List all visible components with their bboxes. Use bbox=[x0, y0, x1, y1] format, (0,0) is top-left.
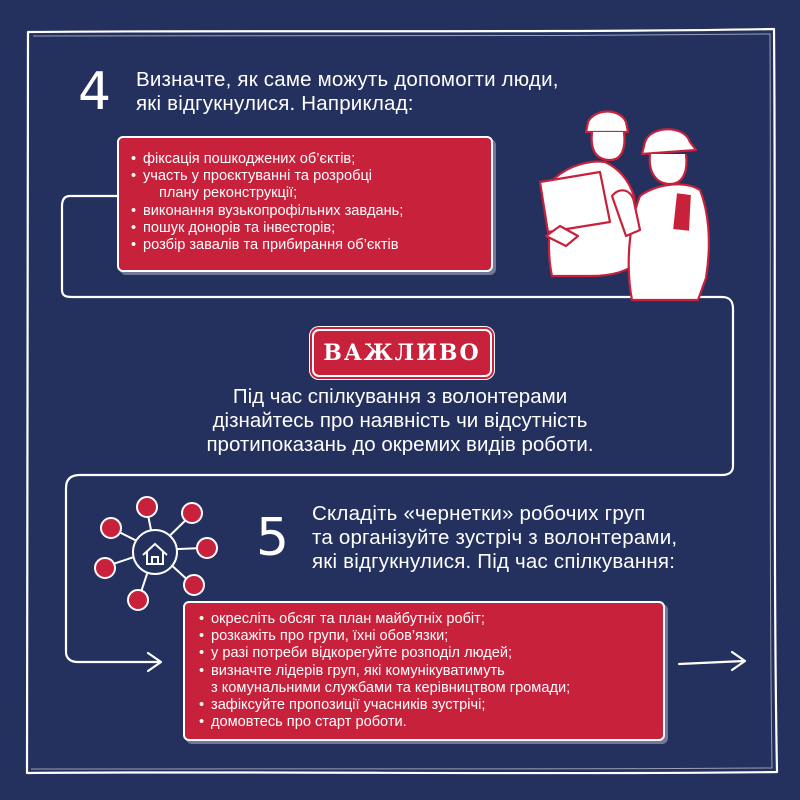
important-note bbox=[140, 385, 660, 457]
step-5-heading bbox=[312, 502, 762, 574]
step-5-heading-line2: та організуйте зустріч з волонтерами, bbox=[312, 526, 678, 549]
construction-workers-illustration bbox=[540, 112, 709, 301]
list-item: • фіксація пошкоджених об’єктів; bbox=[131, 151, 491, 168]
important-note-line1: Під час спілкування з волонтерами bbox=[232, 385, 568, 408]
list-item: • зафіксуйте пропозиції учасників зустрічі; bbox=[199, 697, 663, 714]
step-5-number: 5 bbox=[256, 508, 290, 568]
list-item: • окресліть обсяг та план майбутніх робіт; bbox=[199, 611, 663, 628]
step-5-actions-box bbox=[183, 601, 665, 741]
list-item: • визначте лідерів груп, які комунікуватимуть bbox=[199, 663, 663, 680]
step-4-heading-line1: Визначте, як саме можуть допомогти люди, bbox=[136, 68, 559, 91]
step-4-heading bbox=[136, 68, 656, 116]
arrow-right-icon bbox=[679, 661, 744, 664]
step-4-heading-line2: які відгукнулися. Наприклад: bbox=[136, 92, 414, 115]
step-4-number: 4 bbox=[78, 62, 112, 122]
important-note-line3: протипоказань до окремих видів роботи. bbox=[206, 433, 594, 456]
list-item: • розкажіть про групи, їхні обов’язки; bbox=[199, 628, 663, 645]
important-label: ВАЖЛИВО bbox=[323, 340, 481, 366]
list-item: плану реконструкції; bbox=[159, 185, 298, 202]
list-item: • пошук донорів та інвесторів; bbox=[131, 220, 491, 237]
house-network-icon bbox=[95, 497, 217, 610]
important-note-line2: дізнайтесь про наявність чи відсутність bbox=[212, 409, 588, 432]
step-4-examples-box bbox=[117, 136, 493, 272]
list-item: з комунальними службами та керівництвом громади; bbox=[211, 679, 571, 696]
step-5-heading-line3: які відгукнулися. Під час спілкування: bbox=[312, 550, 676, 573]
list-item: • домовтесь про старт роботи. bbox=[199, 714, 663, 731]
step-5-heading-line1: Складіть «чернетки» робочих груп bbox=[312, 502, 646, 525]
important-badge bbox=[312, 329, 492, 377]
list-item: • розбір завалів та прибирання об’єктів bbox=[131, 237, 491, 254]
list-item: • виконання вузькопрофільних завдань; bbox=[131, 203, 491, 220]
list-item: • участь у проєктуванні та розробці bbox=[131, 168, 491, 185]
list-item: • у разі потреби відкорегуйте розподіл людей; bbox=[199, 645, 663, 662]
